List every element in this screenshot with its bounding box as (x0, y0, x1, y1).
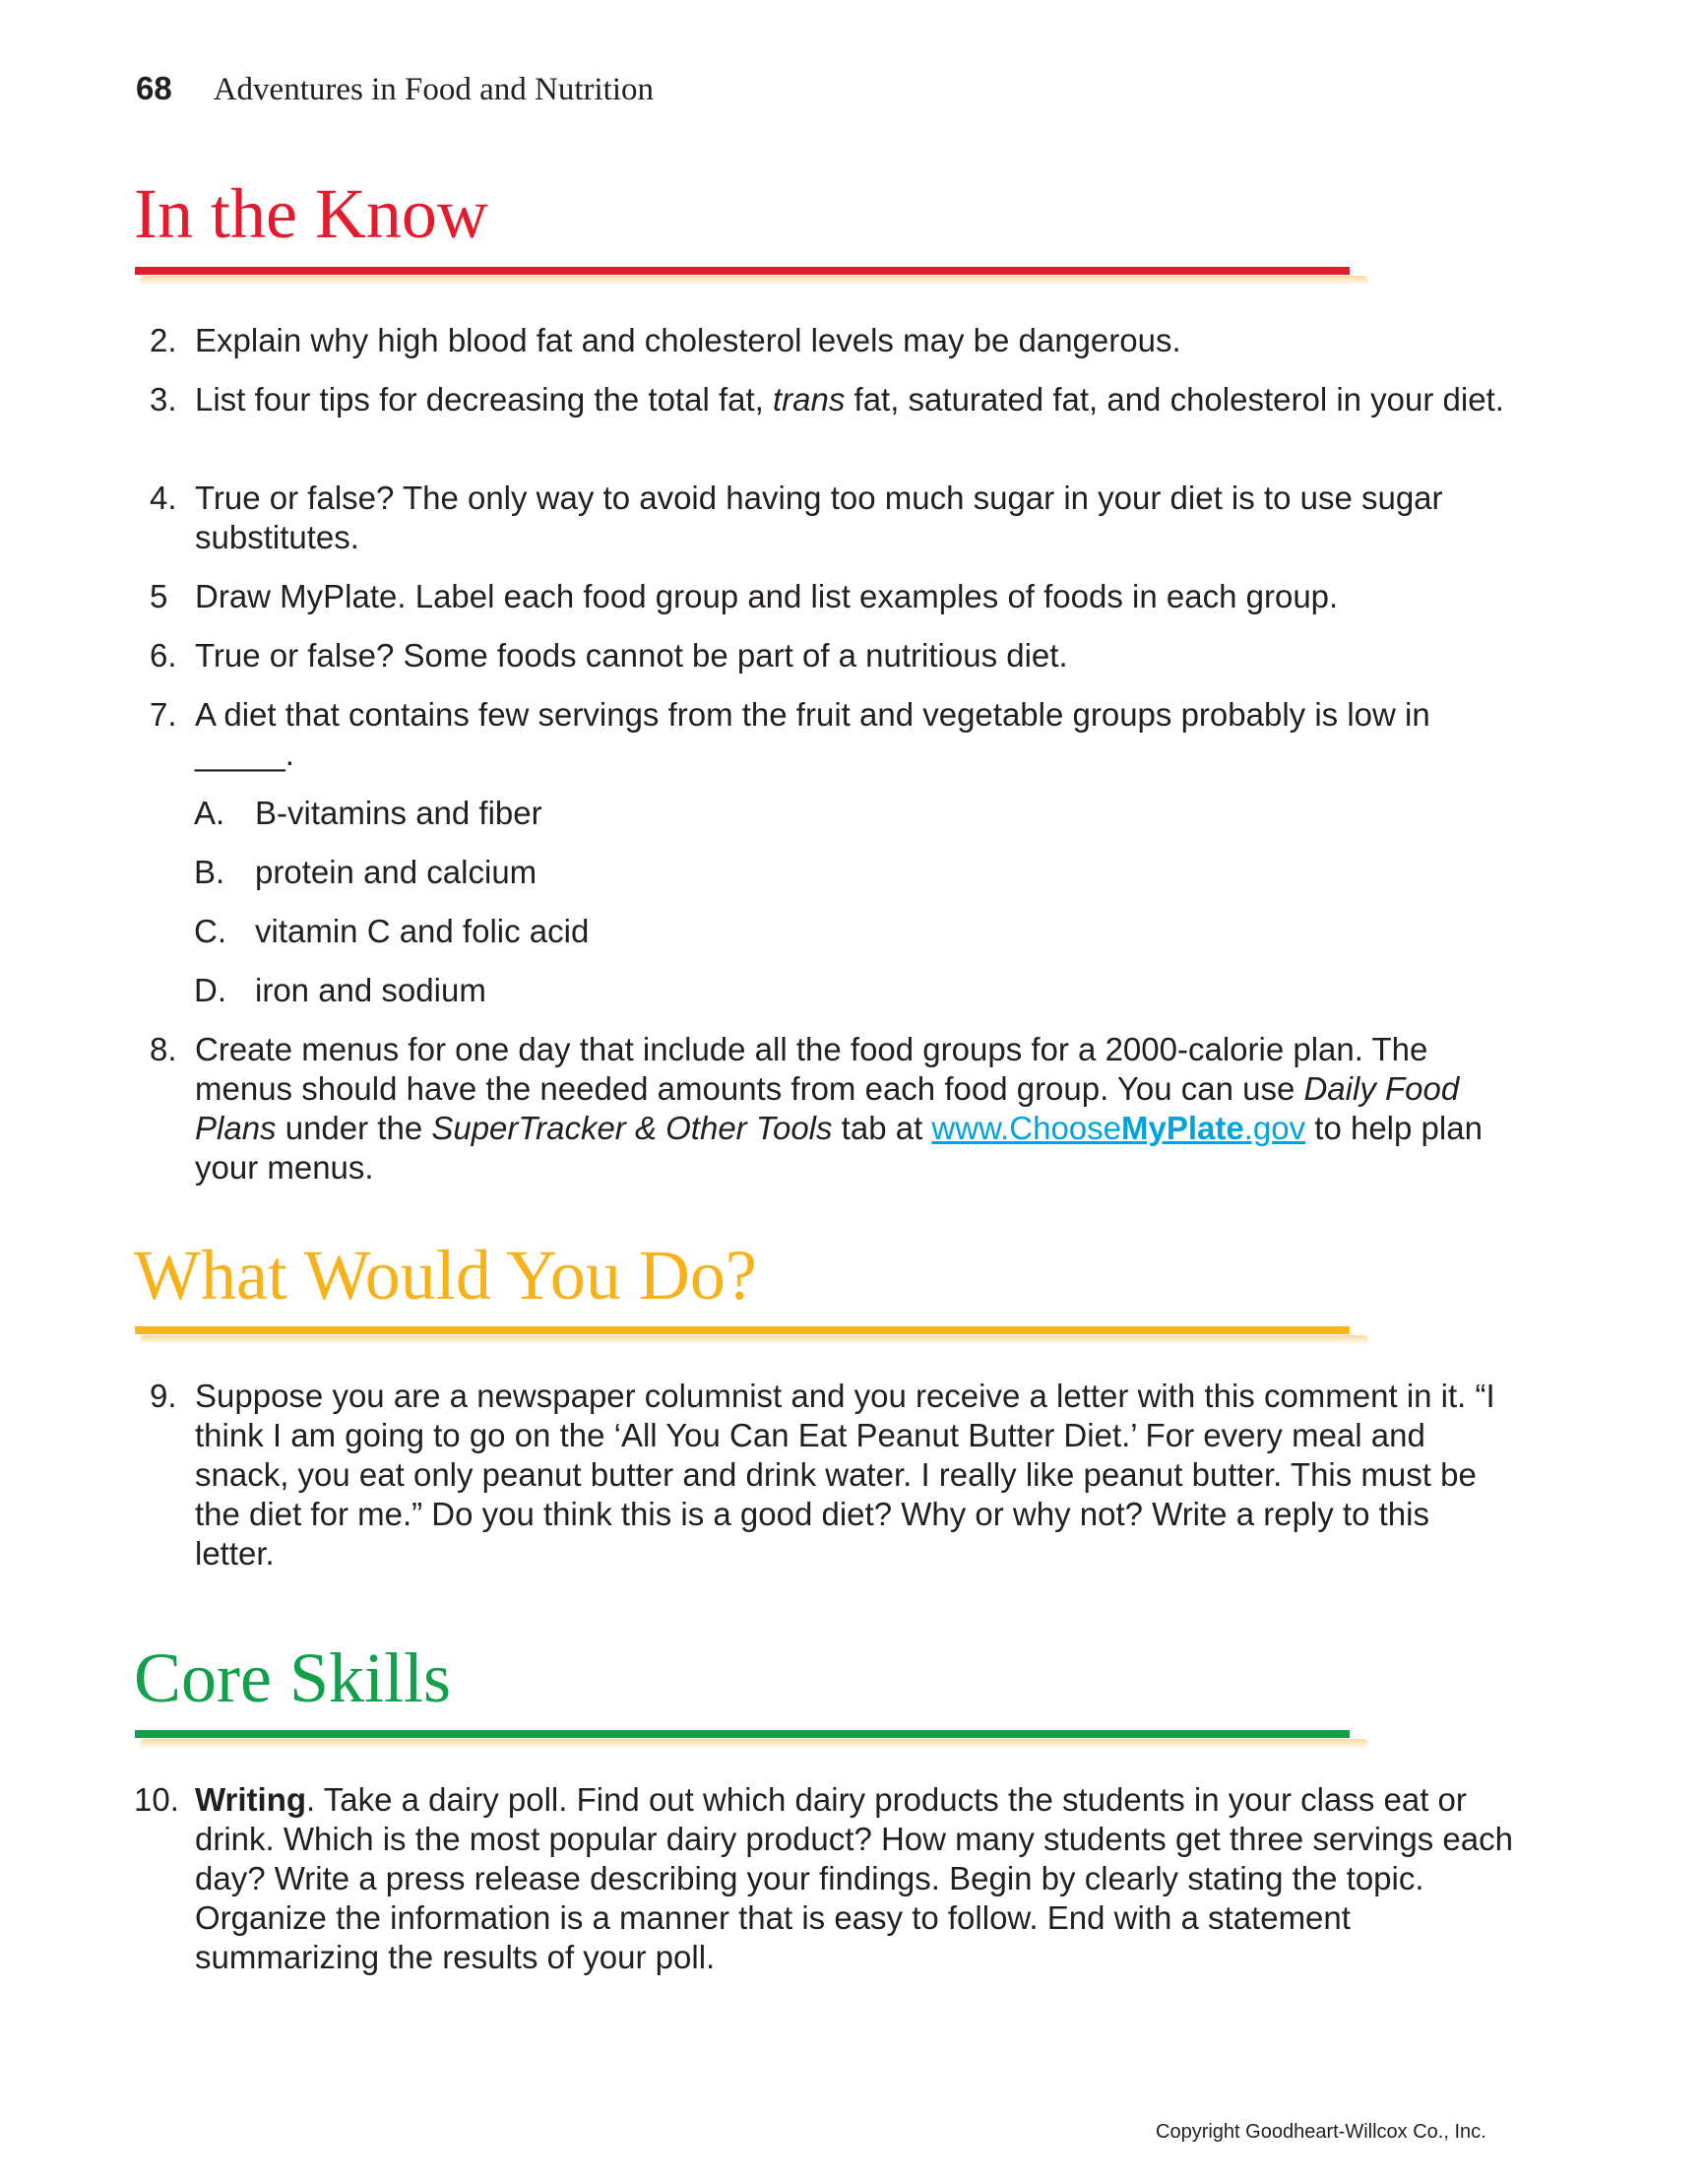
question-7 (150, 695, 1528, 774)
question-text-part: . Take a dairy poll. Find out which dairy products the students in your class eat or drink. Which is the most popular dairy product? How many students get three servings each day? Write a press release describing your findings. Begin by clearly stating the topic. Organize the information is a manner that is easy to follow. End with a statement summarizing the results of your poll. (195, 1781, 1513, 1975)
question-text: Draw MyPlate. Label each food group and list examples of foods in each group. (195, 578, 1339, 614)
question-number: 3. (150, 381, 177, 418)
question-text-part: Create menus for one day that include all the food groups for a 2000-calorie plan. The menus should have the needed amounts from each food group. You can use (195, 1031, 1428, 1107)
question-6 (150, 636, 1528, 675)
question-number: 8. (150, 1031, 177, 1067)
option-letter: D. (194, 972, 226, 1008)
question-text-part: to help plan your menus. (195, 1110, 1483, 1186)
question-text (195, 1030, 1485, 1188)
answer-option (194, 853, 537, 892)
question-text (195, 1780, 1519, 1977)
question-number: 2. (150, 322, 177, 358)
section-rule-in-the-know (135, 267, 1350, 275)
question-5 (150, 577, 1528, 616)
question-2 (150, 321, 1528, 360)
choosemyplate-link[interactable] (931, 1110, 1305, 1146)
section-rule-shadow (140, 1335, 1368, 1345)
option-letter: C. (194, 913, 226, 949)
question-number: 7. (150, 696, 177, 733)
section-rule-shadow (140, 276, 1368, 286)
question-text: Suppose you are a newspaper columnist and you receive a letter with this comment in it. “I think I am going to go on the ‘All You Can Eat Peanut Butter Diet.’ For every meal and snack, you eat only peanut butter and drink water. I really like peanut butter. This must be the diet for me.” Do you think this is a good diet? Why or why not? Write a reply to this letter. (195, 1378, 1495, 1572)
answer-option (194, 912, 589, 951)
question-text (195, 380, 1514, 419)
question-text-part: tab at (832, 1110, 932, 1146)
link-text-part: www.Choose (931, 1110, 1122, 1146)
option-text: protein and calcium (255, 854, 537, 890)
question-text-part: fat, saturated fat, and cholesterol in your diet. (845, 381, 1504, 418)
question-number: 5 (150, 578, 168, 614)
question-3 (150, 380, 1528, 419)
question-8 (150, 1030, 1528, 1188)
question-text-part: under the (276, 1110, 432, 1146)
section-rule-what-would-you-do (135, 1326, 1350, 1334)
question-text: True or false? The only way to avoid having too much sugar in your diet is to use sugar substitutes. (195, 480, 1443, 555)
section-title-what-would-you-do: What Would You Do? (134, 1236, 757, 1315)
question-text: A diet that contains few servings from the fruit and vegetable groups probably is low in _____. (195, 696, 1430, 772)
running-head (136, 69, 654, 109)
question-number: 6. (150, 637, 177, 674)
question-number: 4. (150, 480, 177, 516)
option-letter: A. (194, 795, 225, 831)
link-text-bold: MyPlate (1121, 1110, 1244, 1146)
option-text: B-vitamins and fiber (255, 795, 542, 831)
book-title: Adventures in Food and Nutrition (213, 72, 655, 107)
option-text: iron and sodium (255, 972, 486, 1008)
section-title-in-the-know: In the Know (134, 174, 488, 253)
question-9 (150, 1377, 1528, 1574)
option-text: vitamin C and folic acid (255, 913, 590, 949)
section-title-core-skills: Core Skills (134, 1638, 452, 1717)
question-text-italic: Daily Food Plans (195, 1070, 1460, 1146)
option-letter: B. (194, 854, 225, 890)
page-number: 68 (136, 70, 172, 106)
question-text: True or false? Some foods cannot be part of a nutritious diet. (195, 637, 1068, 674)
section-rule-shadow (140, 1739, 1368, 1749)
answer-option (194, 971, 486, 1010)
answer-option (194, 794, 542, 833)
link-text-part: .gov (1243, 1110, 1306, 1146)
section-rule-core-skills (135, 1730, 1350, 1738)
question-text-italic: trans (772, 381, 846, 418)
question-text-part: List four tips for decreasing the total fat, (195, 381, 773, 418)
question-10 (134, 1780, 1528, 1977)
question-text-italic: SuperTracker & Other Tools (431, 1110, 833, 1146)
question-4 (150, 479, 1528, 557)
question-text: Explain why high blood fat and cholesterol levels may be dangerous. (195, 322, 1181, 358)
question-number: 9. (150, 1378, 177, 1414)
question-text-bold: Writing (195, 1781, 307, 1818)
question-number: 10. (134, 1781, 179, 1818)
copyright-notice: Copyright Goodheart-Willcox Co., Inc. (1156, 2121, 1486, 2143)
